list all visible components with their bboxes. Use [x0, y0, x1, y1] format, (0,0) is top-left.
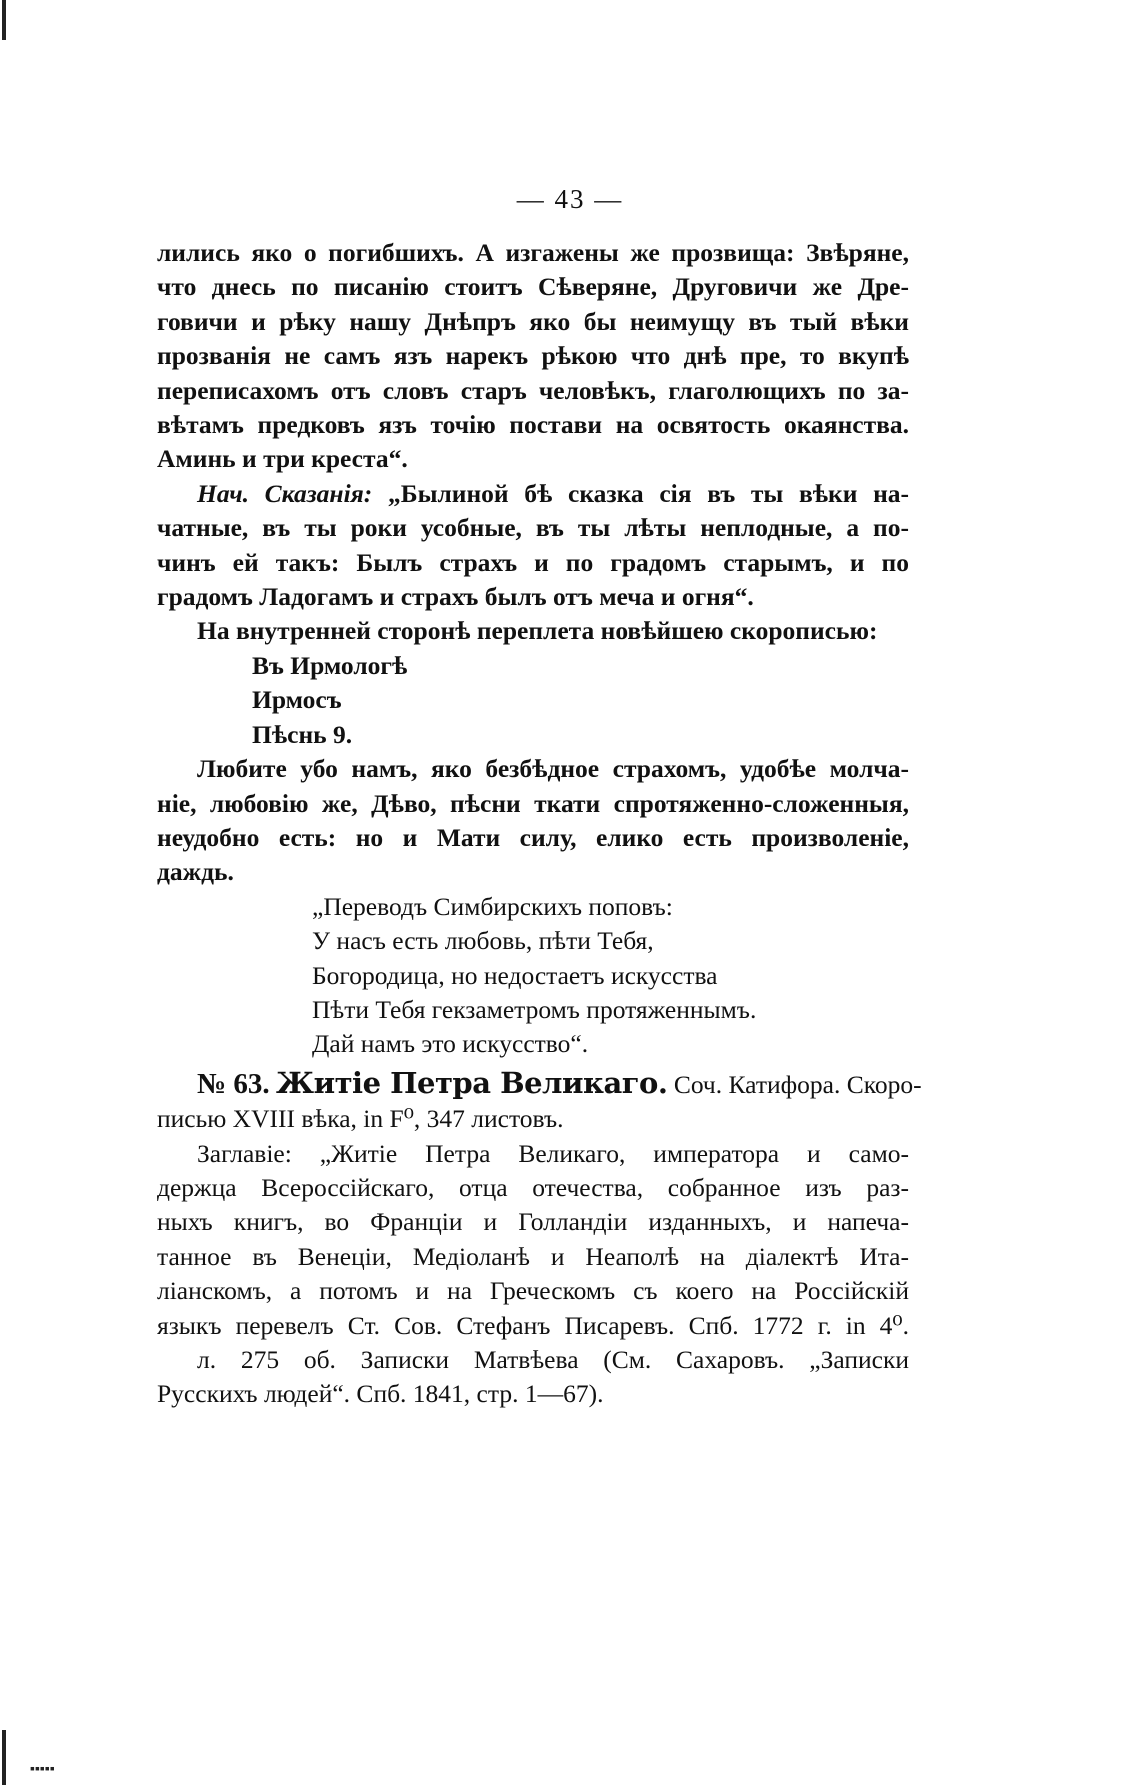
catalog-entry: [157, 1065, 922, 1137]
text-line: вѣтамъ предковъ язъ точію постави на освятость окаянства.: [157, 410, 909, 440]
text-line: ліанскомъ, а потомъ и на Греческомъ съ коего на Россійскій: [157, 1276, 909, 1306]
poem: [157, 890, 909, 1062]
paragraph-5: [157, 1137, 909, 1343]
poem-line: Богородица, но недостаетъ искусства: [312, 960, 718, 990]
text-line: чинъ ей такъ: Былъ страхъ и по градомъ старымъ, и по: [157, 547, 909, 577]
text-line: говичи и рѣку нашу Днѣпръ яко бы неимущу въ тый вѣки: [157, 306, 909, 336]
text-line: ніе, любовію же, Дѣво, пѣсни ткати спротяженно-сложенныя,: [157, 788, 909, 818]
margin-scan-mark-top: [2, 0, 6, 40]
page-number: — 43 —: [516, 184, 624, 214]
text-line: Заглавіе: „Житіе Петра Великаго, императора и само-: [197, 1138, 909, 1168]
text-line: переписахомъ отъ словъ старъ человѣкъ, глаголющихъ по за-: [157, 375, 909, 405]
poem-line: Дай намъ это искусство“.: [312, 1029, 589, 1059]
text-line: ныхъ книгъ, во Франціи и Голландіи изданныхъ, и напеча-: [157, 1207, 909, 1237]
text-line: градомъ Ладогамъ и страхъ былъ отъ меча и огня“.: [157, 582, 754, 612]
verse-line: Пѣснь 9.: [252, 719, 353, 749]
paragraph-1: [157, 236, 909, 477]
entry-heading-line: [157, 1065, 922, 1102]
text-line: прозванія не самъ язъ нарекъ рѣкою что днѣ пре, то вкупѣ: [157, 341, 909, 371]
text-line: что днесь по писанію стоитъ Сѣверяне, Друговичи же Дре-: [157, 272, 909, 302]
body-text: [157, 236, 922, 1412]
section-label: Нач. Сказанія:: [197, 478, 373, 508]
entry-number: № 63.: [197, 1067, 270, 1100]
text-fragment: „Былиной бѣ сказка сія въ ты вѣки на-: [387, 478, 910, 508]
margin-scan-mark-bottom: [2, 1730, 6, 1785]
text-line: неудобно есть: но и Мати силу, елико есть произволеніе,: [157, 822, 909, 852]
ink-blot: ▪▪▪▪▪: [30, 1762, 55, 1777]
poem-line: Пѣти Тебя гекзаметромъ протяженнымъ.: [312, 994, 757, 1024]
paragraph-4: [157, 752, 909, 890]
text-line: л. 275 об. Записки Матвѣева (См. Сахаровъ. „Записки: [197, 1345, 909, 1374]
text-line: Любите убо намъ, яко безбѣдное страхомъ, удобѣе молча-: [197, 754, 909, 784]
text-line: На внутренней сторонѣ переплета новѣйшею скорописью:: [197, 616, 878, 646]
paragraph-6: [157, 1343, 909, 1412]
poem-line: „Переводъ Симбирскихъ поповъ:: [312, 891, 673, 921]
text-line: Аминь и три креста“.: [157, 444, 408, 474]
text-line: танное въ Венеціи, Медіоланѣ и Неаполѣ на діалектѣ Ита-: [157, 1241, 909, 1271]
verse-line: Въ Ирмологѣ: [252, 650, 408, 680]
paragraph-2: [157, 477, 909, 615]
text-line: языкъ перевелъ Ст. Сов. Стефанъ Писаревъ. Спб. 1772 г. in 4⁰.: [157, 1310, 909, 1340]
text-line: писью XVIII вѣка, in F⁰, 347 листовъ.: [157, 1104, 564, 1134]
verse-list: [157, 649, 909, 752]
entry-title: Житіе Петра Великаго.: [276, 1065, 668, 1100]
text-line: даждь.: [157, 857, 234, 887]
text-line: [157, 477, 909, 511]
verse-line: Ирмосъ: [252, 685, 342, 715]
paragraph-3: [157, 614, 909, 648]
text-line: держца Всероссійскаго, отца отечества, собранное изъ раз-: [157, 1172, 909, 1202]
text-line: Русскихъ людей“. Спб. 1841, стр. 1—67).: [157, 1379, 604, 1409]
poem-line: У насъ есть любовь, пѣти Тебя,: [312, 926, 654, 956]
text-line: лились яко о погибшихъ. А изгажены же прозвища: Звѣряне,: [157, 238, 909, 267]
entry-author: Соч. Катифора. Скоро-: [673, 1069, 922, 1099]
text-line: чатные, въ ты роки усобные, въ ты лѣты неплодные, а по-: [157, 513, 909, 543]
